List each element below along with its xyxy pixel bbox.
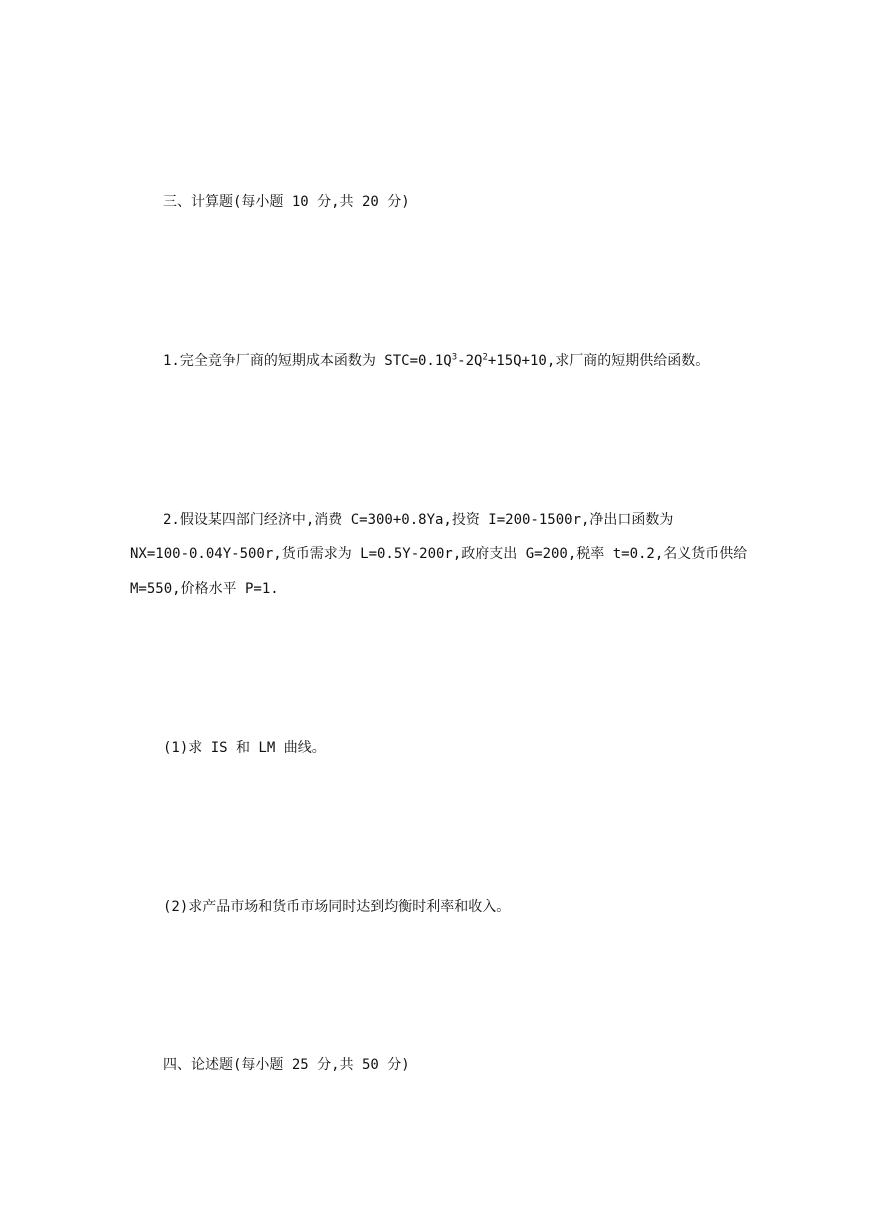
question-2-sub-1: (1)求 IS 和 LM 曲线。: [163, 740, 326, 756]
question-1: [163, 352, 709, 370]
question-2-sub-2: (2)求产品市场和货币市场同时达到均衡时利率和收入。: [163, 899, 511, 915]
superscript-2: 2: [482, 352, 488, 363]
question-2-line-2: NX=100-0.04Y-500r,货币需求为 L=0.5Y-200r,政府支出 G=200,税率 t=0.2,名义货币供给: [130, 546, 748, 562]
question-2-line-1: 2.假设某四部门经济中,消费 C=300+0.8Ya,投资 I=200-1500r,净出口函数为: [163, 512, 674, 528]
question-1-text-part2: -2Q: [457, 353, 483, 369]
question-1-text-part1: 1.完全竞争厂商的短期成本函数为 STC=0.1Q: [163, 353, 452, 369]
superscript-3: 3: [451, 352, 458, 363]
section4-heading: 四、论述题(每小题 25 分,共 50 分): [163, 1057, 410, 1073]
section3-heading: 三、计算题(每小题 10 分,共 20 分): [163, 194, 410, 210]
question-2-line-3: M=550,价格水平 P=1.: [130, 581, 279, 597]
question-1-text-part3: +15Q+10,求厂商的短期供给函数。: [487, 353, 710, 369]
